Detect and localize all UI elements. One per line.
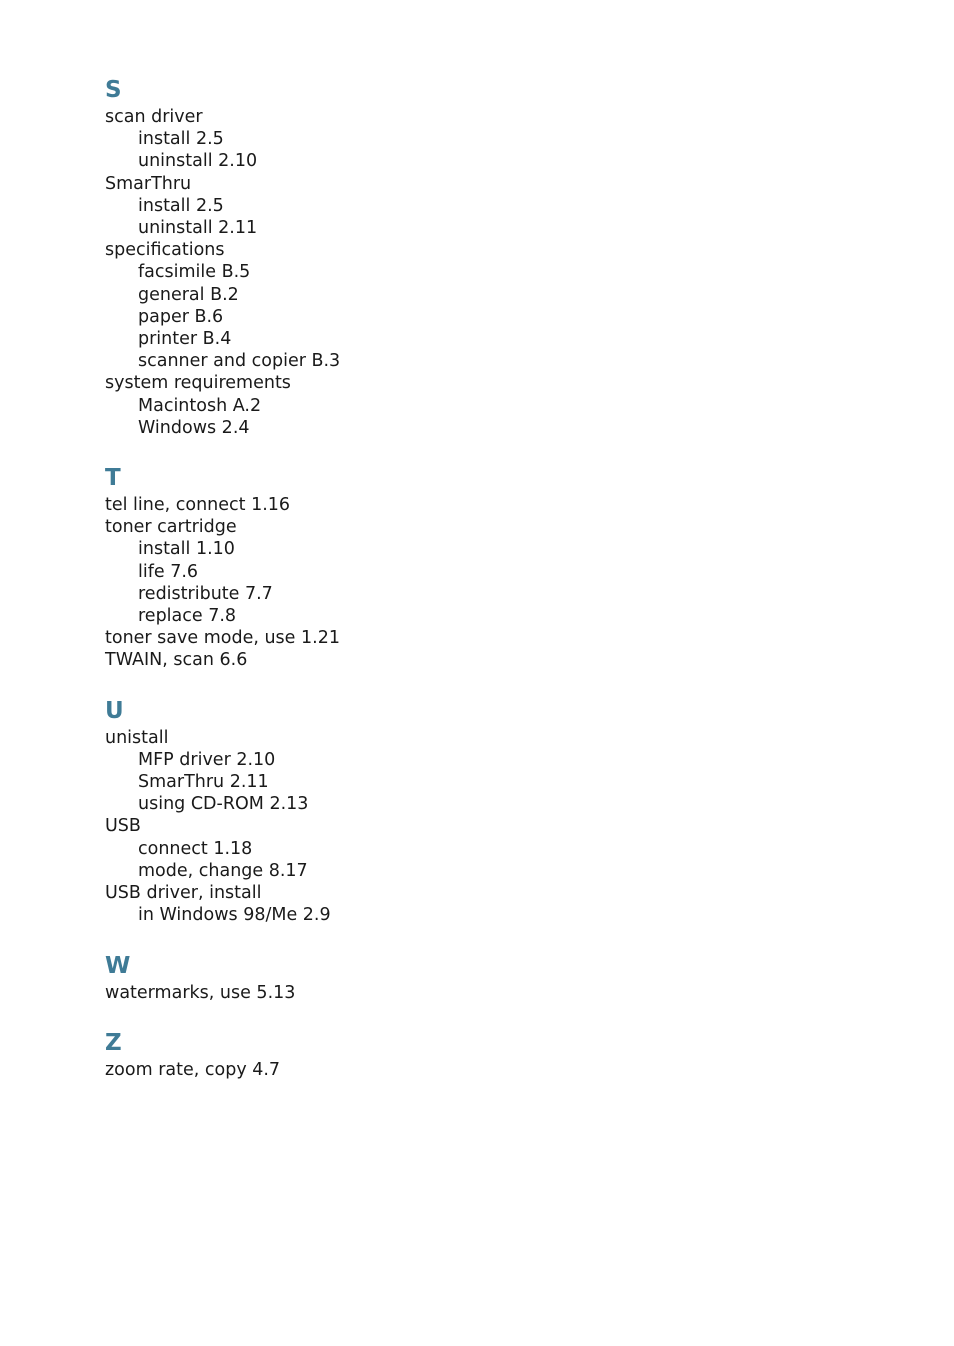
- section-letter-heading: T: [105, 465, 121, 492]
- index-subentry: redistribute 7.7: [138, 583, 273, 604]
- index-subentry: install 1.10: [138, 539, 235, 560]
- index-section-z: [105, 1027, 805, 1081]
- section-letter-heading: U: [105, 697, 124, 724]
- index-subentry: scanner and copier B.3: [138, 351, 341, 372]
- index-entry: toner save mode, use 1.21: [105, 628, 340, 649]
- section-letter-heading: Z: [105, 1029, 122, 1056]
- index-entry: USB: [105, 816, 141, 837]
- index-subentry: mode, change 8.17: [138, 860, 308, 881]
- index-subentry: using CD-ROM 2.13: [138, 794, 309, 815]
- index-section-t: [105, 462, 805, 672]
- index-subentry: Windows 2.4: [138, 417, 250, 438]
- index-entry: scan driver: [105, 107, 203, 127]
- index-subentry: uninstall 2.11: [138, 218, 258, 239]
- index-subentry: replace 7.8: [138, 606, 237, 627]
- index-entry: specifications: [105, 240, 225, 261]
- index-subentry: in Windows 98/Me 2.9: [138, 905, 331, 926]
- section-letter-heading: W: [105, 952, 131, 979]
- index-subentry: uninstall 2.10: [138, 151, 258, 172]
- index-entry: watermarks, use 5.13: [105, 982, 296, 1003]
- index-subentry: connect 1.18: [138, 838, 253, 859]
- index-entry: system requirements: [105, 373, 291, 394]
- index-subentry: life 7.6: [138, 561, 199, 582]
- section-letter-heading: S: [105, 77, 122, 103]
- index-subentry: general B.2: [138, 284, 239, 305]
- index-subentry: printer B.4: [138, 329, 232, 350]
- index-entry: toner cartridge: [105, 517, 237, 538]
- index-subentry: paper B.6: [138, 306, 224, 327]
- index-section-u: [105, 695, 805, 927]
- index-entry: TWAIN, scan 6.6: [105, 650, 248, 671]
- index-entry: unistall: [105, 727, 169, 748]
- index-entry: USB driver, install: [105, 883, 262, 904]
- index-section-s: [105, 74, 805, 439]
- index-page: [105, 74, 805, 1104]
- index-subentry: Macintosh A.2: [138, 395, 262, 416]
- index-entry: tel line, connect 1.16: [105, 495, 291, 516]
- index-section-w: [105, 950, 805, 1004]
- index-subentry: install 2.5: [138, 129, 224, 150]
- index-entry: SmarThru: [105, 173, 192, 194]
- index-subentry: MFP driver 2.10: [138, 749, 276, 770]
- index-subentry: SmarThru 2.11: [138, 772, 269, 793]
- index-subentry: install 2.5: [138, 195, 224, 216]
- index-subentry: facsimile B.5: [138, 262, 251, 283]
- index-entry: zoom rate, copy 4.7: [105, 1059, 281, 1080]
